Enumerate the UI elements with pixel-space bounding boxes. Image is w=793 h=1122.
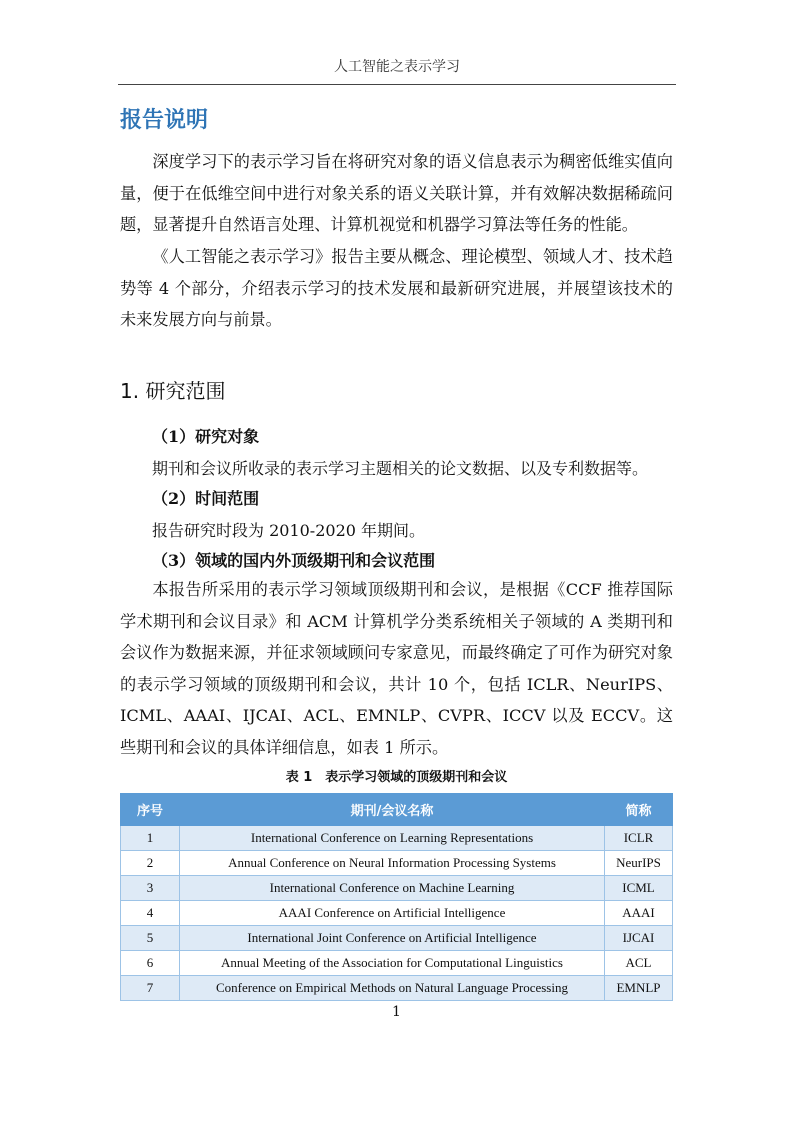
header-divider [118, 84, 676, 85]
cell-name: International Conference on Learning Representations [180, 826, 605, 851]
cell-name: Annual Conference on Neural Information Processing Systems [180, 851, 605, 876]
cell-index: 7 [121, 976, 180, 1001]
cell-index: 4 [121, 901, 180, 926]
intro-paragraph-2: 《人工智能之表示学习》报告主要从概念、理论模型、领域人才、技术趋势等 4 个部分，介绍表示学习的技术发展和最新研究进展，并展望该技术的未来发展方向与前景。 [120, 247, 673, 330]
venue-range-paragraph: 本报告所采用的表示学习领域顶级期刊和会议，是根据《CCF 推荐国际学术期刊和会议目录》和 ACM 计算机学分类系统相关子领域的 A 类期刊和会议作为数据来源，并征求领域顾问专家意见，而最终确定了可作为研究对象的表示学习领域的顶级期刊和会议，共计 10 个，包括 ICLR、NeurIPS、ICML、AAAI、IJCAI、ACL、EMNLP、CVPR、ICCV 以及 ECCV。这些期刊和会议的具体详细信息，如表 1 所示。 [120, 580, 673, 757]
cell-name: International Joint Conference on Artificial Intelligence [180, 926, 605, 951]
subheading-research-object: （1）研究对象 [152, 427, 260, 446]
col-header-abbr: 简称 [605, 794, 673, 826]
cell-index: 3 [121, 876, 180, 901]
cell-name: Annual Meeting of the Association for Computational Linguistics [180, 951, 605, 976]
cell-name: AAAI Conference on Artificial Intelligence [180, 901, 605, 926]
table-row [121, 901, 673, 926]
page-number: 1 [392, 1004, 401, 1020]
cell-abbr: AAAI [605, 901, 673, 926]
table-row [121, 851, 673, 876]
cell-index: 5 [121, 926, 180, 951]
cell-index: 1 [121, 826, 180, 851]
cell-index: 6 [121, 951, 180, 976]
time-range-text: 报告研究时段为 2010-2020 年期间。 [152, 521, 426, 540]
scope-heading: 1. 研究范围 [120, 379, 226, 403]
research-object-text: 期刊和会议所收录的表示学习主题相关的论文数据、以及专利数据等。 [152, 459, 649, 478]
section-title: 报告说明 [120, 108, 209, 133]
col-header-name: 期刊/会议名称 [180, 794, 605, 826]
table-row [121, 876, 673, 901]
col-header-index: 序号 [121, 794, 180, 826]
subheading-venue-range: （3）领域的国内外顶级期刊和会议范围 [152, 551, 436, 570]
cell-abbr: ICLR [605, 826, 673, 851]
cell-abbr: ACL [605, 951, 673, 976]
table-row [121, 926, 673, 951]
cell-index: 2 [121, 851, 180, 876]
cell-abbr: NeurIPS [605, 851, 673, 876]
subheading-time-range: （2）时间范围 [152, 489, 260, 508]
cell-name: International Conference on Machine Learning [180, 876, 605, 901]
running-header: 人工智能之表示学习 [334, 59, 460, 75]
table-caption: 表 1 表示学习领域的顶级期刊和会议 [285, 770, 508, 785]
cell-abbr: EMNLP [605, 976, 673, 1001]
intro-paragraph-1: 深度学习下的表示学习旨在将研究对象的语义信息表示为稠密低维实值向量，便于在低维空间中进行对象关系的语义关联计算，并有效解决数据稀疏问题，显著提升自然语言处理、计算机视觉和机器学习算法等任务的性能。 [120, 152, 673, 235]
cell-abbr: IJCAI [605, 926, 673, 951]
table-row [121, 826, 673, 851]
table-row [121, 976, 673, 1001]
cell-abbr: ICML [605, 876, 673, 901]
cell-name: Conference on Empirical Methods on Natural Language Processing [180, 976, 605, 1001]
venue-table [120, 793, 673, 1001]
table-row [121, 951, 673, 976]
